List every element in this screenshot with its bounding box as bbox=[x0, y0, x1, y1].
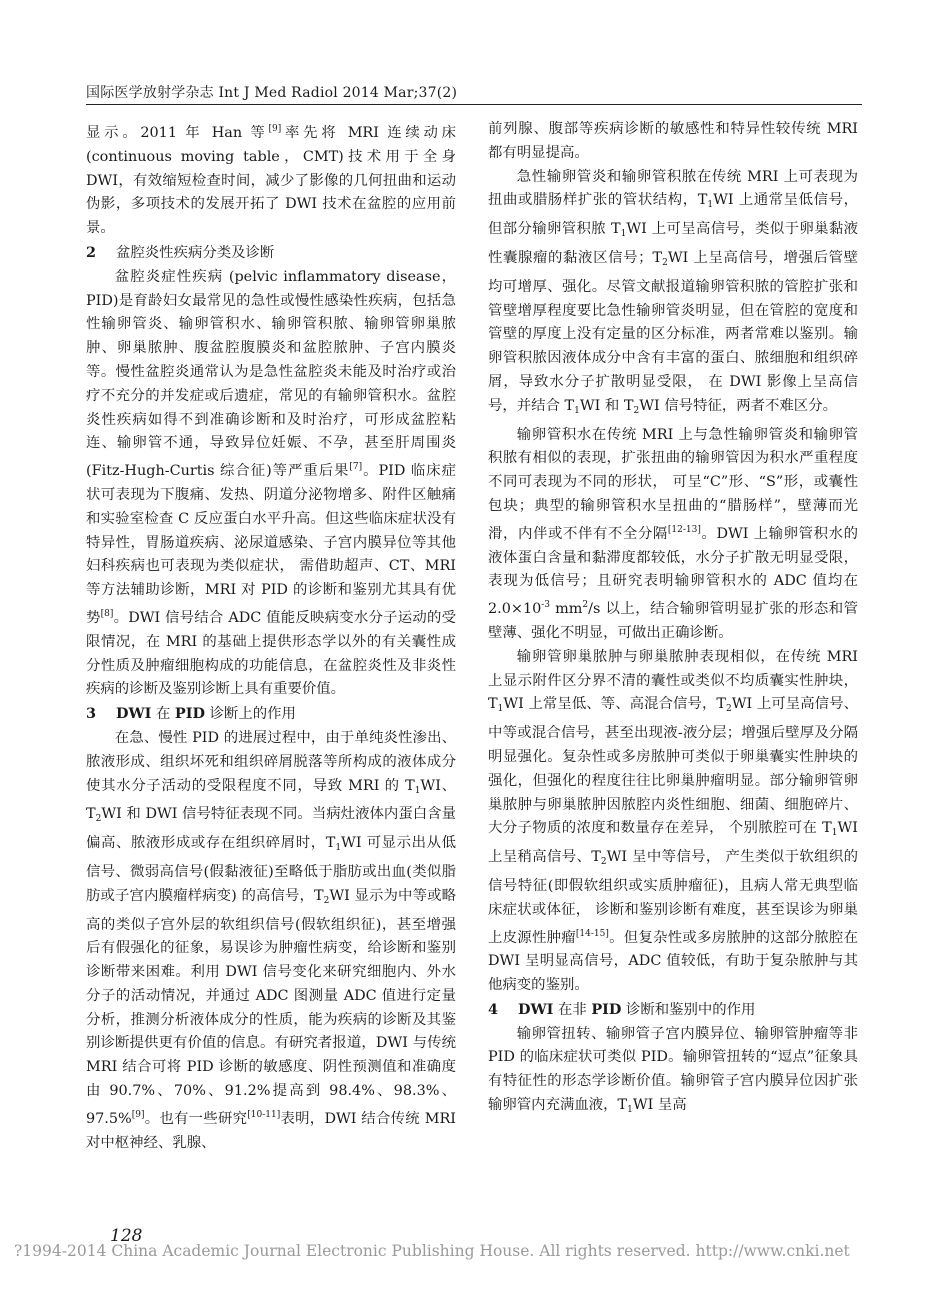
paragraph: 前列腺、腹部等疾病诊断的敏感性和特异性较传统 MRI 都有明显提高。 bbox=[488, 121, 858, 161]
paragraph: 输卵管积水在传统 MRI 上与急性输卵管炎和输卵管积脓有相似的表现，扩张扭曲的输卵管因为积水严重程度不同可表现为不同的形状， 可呈“C”形、“S”形，或囊性包块；典型的输卵管积水呈扭曲的“腊肠样”，壁薄而光滑，内伴或不伴有不全分隔[12-13]。DWI 上输卵管积水的液体蛋白含量和黏滞度都较低，水分子扩散无明显受限，表现为低信号；且研究表明输卵管积水的 ADC 值均在 $2.0\times 10^{-3}$ $mm^2/s$ 以上，结合输卵管明显扩张的形态和管壁薄、强化不明显，可做出正确诊断。 bbox=[488, 426, 859, 641]
paragraph: 输卵管卵巢脓肿与卵巢脓肿表现相似，在传统 MRI 上显示附件区分界不清的囊性或类似不均质囊实性肿块，$T_1WI$ 上常呈低、等、高混合信号，$T_2WI$ 上可呈高信号、中等或混合信号，甚至出现液-液分层；增强后壁厚及分隔明显强化。复杂性或多房脓肿可类似于卵巢囊实性肿块的强化，但强化的程度往往比卵巢肿瘤明显。部分输卵管卵巢脓肿与卵巢脓肿因脓腔内炎性细胞、细菌、细胞碎片、大分子物质的浓度和数量存在差异， 个别脓腔可在 $T_1WI$ 上呈稍高信号、$T_2WI$ 呈中等信号， 产生类似于软组织的信号特征(即假软组织或实质肿瘤征)，且病人常无典型临床症状或体征， 诊断和鉴别诊断有难度，甚至误诊为卵巢上皮源性肿瘤[14-15]。但复杂性或多房脓肿的这部分脓腔在 DWI 呈明显高信号，ADC 值较低，有助于复杂脓肿与其他病变的鉴别。 bbox=[488, 648, 858, 994]
copyright-footer: ?1994-2014 China Academic Journal Electronic Publishing House. All rights reserved. http://www.cnki.net bbox=[14, 1242, 850, 1260]
header-rule bbox=[86, 104, 862, 105]
citation-ref: [12-13] bbox=[667, 524, 701, 535]
running-head: 国际医学放射学杂志 Int J Med Radiol 2014 Mar;37(2) bbox=[86, 85, 458, 101]
page-number: 128 bbox=[110, 1226, 143, 1246]
paragraph: 急性输卵管炎和输卵管积脓在传统 MRI 上可表现为扭曲或腊肠样扩张的管状结构，$T_1WI$ 上通常呈低信号，但部分输卵管积脓 $T_1WI$ 上可呈高信号，类似于卵巢黏液性囊腺瘤的黏液区信号；$T_2WI$ 上呈高信号，增强后管壁均可增厚、强化。尽管文献报道输卵管积脓的管腔扩张和管壁增厚程度要比急性输卵管炎明显，但在管腔的宽度和管壁的厚度上没有定量的区分标准，两者常难以鉴别。输卵管积脓因液体成分中含有丰富的蛋白、脓细胞和组织碎屑，导致水分子扩散明显受限， 在 DWI 影像上呈高信号，并结合 $T_1WI$ 和 $T_2WI$ 信号特征，两者不难区分。 bbox=[488, 168, 858, 416]
paragraph: 输卵管扭转、输卵管子宫内膜异位、输卵管肿瘤等非 PID 的临床症状可类似 PID。输卵管扭转的“逗点”征象具有特征性的形态学诊断价值。输卵管子宫内膜异位因扩张输卵管内充满血液，$T_1WI$ 呈高 bbox=[488, 1025, 858, 1116]
right-column bbox=[488, 118, 858, 1123]
citation-ref: [14-15] bbox=[575, 928, 609, 939]
section-heading-3: 3 DWI 在 PID 诊断上的作用 bbox=[86, 705, 296, 723]
citation-ref: [9] bbox=[268, 124, 282, 134]
paragraph: 在急、慢性 PID 的进展过程中，由于单纯炎性渗出、脓液形成、组织坏死和组织碎屑脱落等所构成的液体成分使其水分子活动的受限程度不同，导致 MRI 的 $T_1WI$、$T_2WI$ 和 DWI 信号特征表现不同。当病灶液体内蛋白含量偏高、脓液形成或存在组织碎屑时，$T_1WI$ 可显示出从低信号、微弱高信号(假黏液征)至略低于脂肪或出血(类似脂肪或子宫内膜瘤样病变) 的高信号，$T_2WI$ 显示为中等或略高的类似子宫外层的软组织信号(假软组织征)，甚至增强后有假强化的征象，易误诊为肿瘤性病变，给诊断和鉴别诊断带来困难。利用 DWI 信号变化来研究细胞内、外水分子的活动情况，并通过 ADC 图测量 ADC 值进行定量分析，推测分析液体成分的性质，能为疾病的诊断及其鉴别诊断提供更有价值的信息。有研究者报道，DWI 与传统 MRI 结合可将 PID 诊断的敏感度、阴性预测值和准确度由 90.7%、70%、91.2%提高到 98.4%、98.3%、97.5%[9]。也有一些研究[10-11]表明，DWI 结合传统 MRI 对中枢神经、乳腺、 bbox=[86, 729, 457, 1151]
citation-ref: [10-11] bbox=[247, 1109, 281, 1120]
section-heading-2: 2 盆腔炎性疾病分类及诊断 bbox=[86, 243, 275, 261]
left-column bbox=[86, 118, 456, 1155]
paragraph: 显示。2011 年 Han 等[9]率先将 MRI 连续动床(continuous moving table，CMT)技术用于全身 DWI，有效缩短检查时间，减少了影像的几何扭曲和运动伪影，多项技术的发展开拓了 DWI 技术在盆腔的应用前景。 bbox=[86, 124, 457, 237]
citation-ref: [8] bbox=[100, 608, 114, 619]
section-heading-4: 4 DWI 在非 PID 诊断和鉴别中的作用 bbox=[488, 1000, 756, 1018]
citation-ref: [9] bbox=[131, 1109, 145, 1120]
citation-ref: [7] bbox=[349, 462, 363, 473]
paragraph: 盆腔炎症性疾病 (pelvic inflammatory disease，PID)是育龄妇女最常见的急性或慢性感染性疾病，包括急性输卵管炎、输卵管积水、输卵管积脓、输卵管卵巢脓肿、卵巢脓肿、腹盆腔腹膜炎和盆腔脓肿、子宫内膜炎等。慢性盆腔炎通常认为是急性盆腔炎未能及时治疗或治疗不充分的并发症或后遗症，常见的有输卵管积水。盆腔炎性疾病如得不到准确诊断和及时治疗，可形成盆腔粘连、输卵管不通，导致异位妊娠、不孕，甚至肝周围炎(Fitz-Hugh-Curtis 综合征)等严重后果[7]。PID 临床症状可表现为下腹痛、发热、阴道分泌物增多、附件区触痛和实验室检查 C 反应蛋白水平升高。但这些临床症状没有特异性，胃肠道疾病、泌尿道感染、子宫内膜异位等其他妇科疾病也可表现为类似症状， 需借助超声、CT、MRI 等方法辅助诊断，MRI 对 PID 的诊断和鉴别尤其具有优势[8]。DWI 信号结合 ADC 值能反映病变水分子运动的受限情况，在 MRI 的基础上提供形态学以外的有关囊性成分性质及肿瘤细胞构成的功能信息，在盆腔炎性及非炎性疾病的诊断及鉴别诊断上具有重要价值。 bbox=[86, 268, 456, 698]
